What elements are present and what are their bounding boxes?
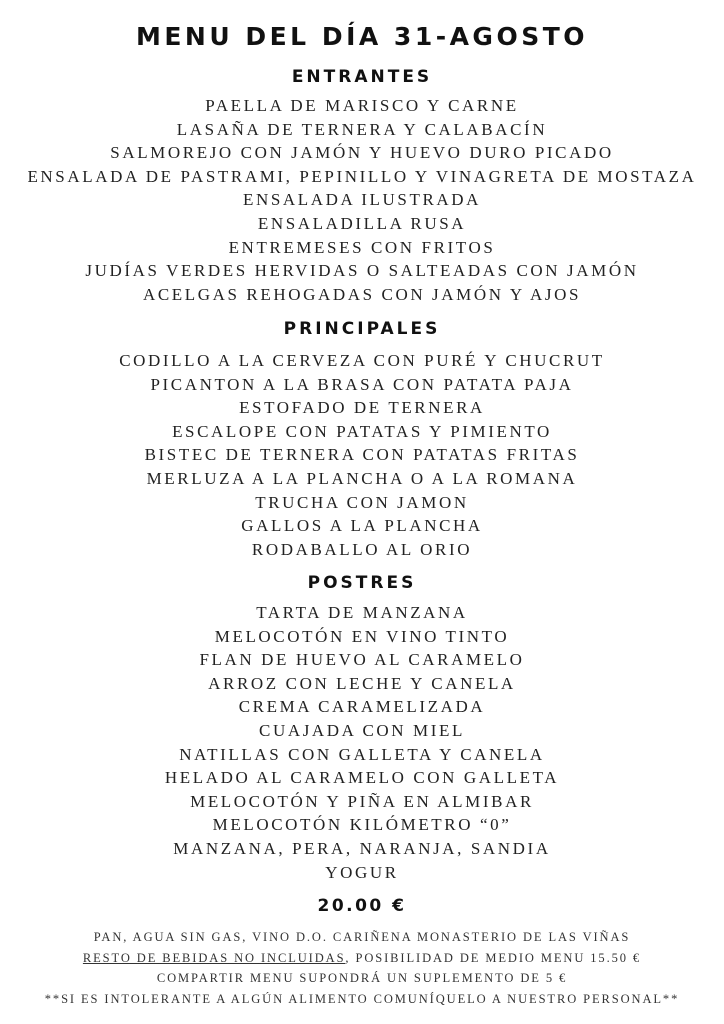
note-half-menu: , POSIBILIDAD DE MEDIO MENU 15.50 € (345, 950, 642, 965)
menu-item: MERLUZA A LA PLANCHA O A LA ROMANA (146, 468, 578, 488)
menu-item: CREMA CARAMELIZADA (238, 697, 486, 717)
menu-item: BISTEC DE TERNERA CON PATATAS FRITAS (144, 445, 580, 465)
note-drinks-underlined: RESTO DE BEBIDAS NO INCLUIDAS (82, 950, 346, 965)
postres-list (0, 601, 724, 884)
menu-item: ACELGAS REHOGADAS CON JAMÓN Y AJOS (142, 284, 582, 304)
section-heading-principales: PRINCIPALES (283, 319, 441, 339)
menu-item: ESTOFADO DE TERNERA (239, 398, 485, 418)
note-included: PAN, AGUA SIN GAS, VINO D.O. CARIÑENA MONASTERIO DE LAS VIÑAS (93, 930, 631, 944)
menu-notes (0, 927, 724, 1009)
menu-item: CUAJADA CON MIEL (259, 720, 465, 740)
menu-item: GALLOS A LA PLANCHA (241, 516, 483, 536)
menu-item: ENSALADA DE PASTRAMI, PEPINILLO Y VINAGRETA DE MOSTAZA (27, 166, 697, 186)
menu-item: ENSALADA ILUSTRADA (242, 190, 482, 210)
menu-item: MANZANA, PERA, NARANJA, SANDIA (173, 838, 551, 858)
menu-price: 20.00 € (317, 896, 407, 916)
menu-item: YOGUR (325, 862, 399, 882)
menu-title: MENU DEL DÍA 31-AGOSTO (135, 22, 589, 51)
note-allergy: **SI ES INTOLERANTE A ALGÚN ALIMENTO COMUNÍQUELO A NUESTRO PERSONAL** (44, 991, 680, 1006)
entrantes-list (0, 94, 724, 306)
menu-item: ENSALADILLA RUSA (257, 213, 467, 233)
menu-item: PAELLA DE MARISCO Y CARNE (205, 96, 519, 115)
menu-item: CODILLO A LA CERVEZA CON PURÉ Y CHUCRUT (119, 351, 605, 370)
menu-item: SALMOREJO CON JAMÓN Y HUEVO DURO PICADO (110, 143, 614, 163)
menu-item: LASAÑA DE TERNERA Y CALABACÍN (176, 119, 548, 139)
note-share-supplement: COMPARTIR MENU SUPONDRÁ UN SUPLEMENTO DE 5 € (156, 971, 568, 985)
section-heading-entrantes: ENTRANTES (291, 67, 433, 87)
menu-item: ARROZ CON LECHE Y CANELA (208, 673, 516, 693)
menu-item: JUDÍAS VERDES HERVIDAS O SALTEADAS CON JAMÓN (85, 261, 639, 281)
section-heading-postres: POSTRES (307, 573, 417, 593)
menu-item: NATILLAS CON GALLETA Y CANELA (179, 744, 545, 764)
menu-item: FLAN DE HUEVO AL CARAMELO (199, 650, 525, 670)
menu-item: MELOCOTÓN Y PIÑA EN ALMIBAR (190, 791, 534, 811)
principales-list (0, 349, 724, 561)
note-drinks (0, 948, 724, 969)
menu-item: MELOCOTÓN EN VINO TINTO (214, 626, 510, 646)
menu-item: TRUCHA CON JAMON (255, 492, 469, 512)
menu-item: RODABALLO AL ORIO (251, 539, 473, 559)
menu-item: ENTREMESES CON FRITOS (228, 237, 496, 257)
menu-item: MELOCOTÓN KILÓMETRO “0” (212, 815, 512, 835)
menu-item: PICANTON A LA BRASA CON PATATA PAJA (150, 374, 574, 394)
menu-item: ESCALOPE CON PATATAS Y PIMIENTO (172, 421, 552, 441)
menu-item: HELADO AL CARAMELO CON GALLETA (164, 768, 560, 788)
menu-item: TARTA DE MANZANA (256, 603, 468, 622)
